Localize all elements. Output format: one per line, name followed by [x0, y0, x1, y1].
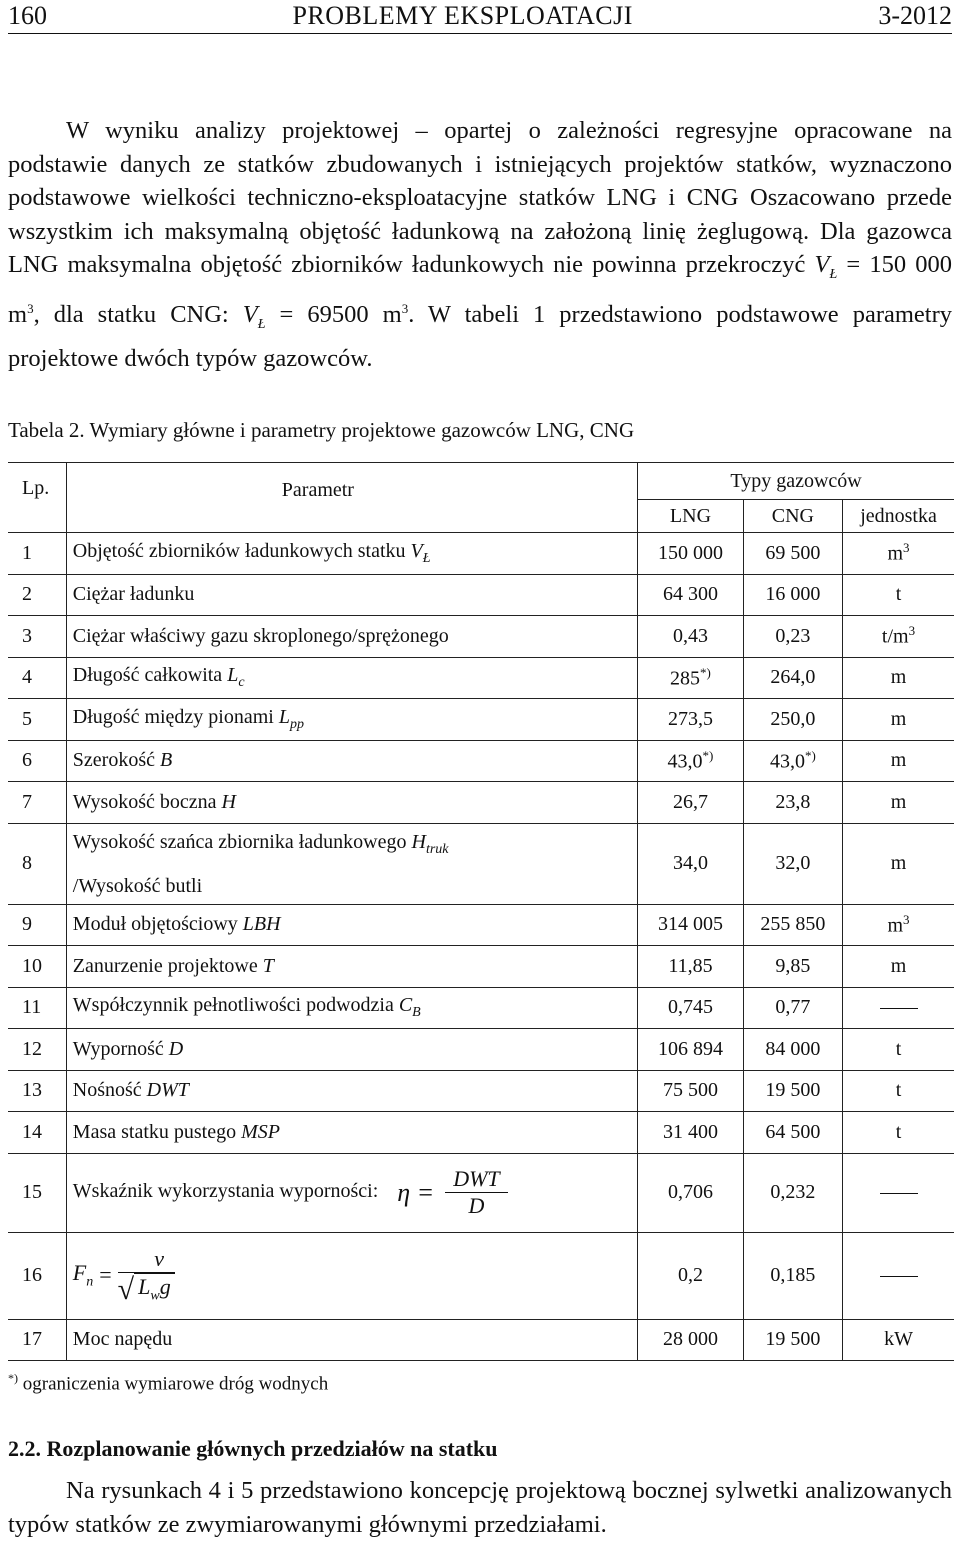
- row-param-symbol: L: [227, 664, 239, 687]
- row-param-symbol: L: [278, 705, 290, 728]
- row-parameter: [66, 740, 637, 782]
- table-row: [8, 1153, 954, 1232]
- row-cng: 0,232: [743, 1153, 842, 1232]
- frac-denominator: D: [468, 1193, 485, 1218]
- row-unit-value: m: [890, 707, 907, 730]
- row-unit: [843, 782, 954, 824]
- row-lng: [638, 904, 744, 946]
- row-unit: [843, 904, 954, 946]
- den-l: L: [138, 1274, 151, 1300]
- den-w: w: [150, 1288, 160, 1304]
- row-lng-value: 285: [670, 667, 701, 690]
- row-parameter: [66, 699, 637, 741]
- journal-title: PROBLEMY EKSPLOATACJI: [292, 1, 633, 30]
- row-lp: 2: [8, 574, 66, 616]
- section-heading: 2.2. Rozplanowanie głównych przedziałów na statku: [8, 1436, 498, 1461]
- frac-numerator: DWT: [445, 1166, 507, 1193]
- var-v-lng: V: [814, 251, 830, 279]
- row-cng-value: 250,0: [770, 707, 816, 730]
- issue-number: 3-2012: [878, 1, 952, 30]
- row-lng-value: 273,5: [667, 707, 713, 730]
- row-cng: [743, 904, 842, 946]
- row-unit-value: m: [887, 543, 904, 566]
- row-lp: 5: [8, 699, 66, 741]
- dash-icon: [880, 1276, 918, 1277]
- row-lp: 11: [8, 987, 66, 1029]
- table-row: [8, 946, 954, 988]
- row-unit-value: t/m: [881, 626, 909, 649]
- row-param-symbol: D: [168, 1037, 184, 1060]
- row-unit-value: t: [895, 1037, 902, 1060]
- row-cng-value: 23,8: [775, 790, 811, 813]
- row-unit-sup: 3: [903, 540, 910, 556]
- table-row: [8, 657, 954, 699]
- row-parameter: [66, 1029, 637, 1071]
- row-unit: [843, 616, 954, 658]
- header-cng: CNG: [743, 500, 842, 533]
- dash-icon: [880, 1008, 918, 1009]
- row-lp: 12: [8, 1029, 66, 1071]
- intro-text-5: . W tabeli 1 przedstawiono podstawowe parametry projektowe dwóch typów gazowców.: [8, 301, 952, 372]
- sqrt-symbol: [118, 1272, 175, 1304]
- table-row: [8, 1319, 954, 1361]
- header-parameter: Parametr: [66, 463, 637, 533]
- closing-paragraph: Na rysunkach 4 i 5 przedstawiono koncepcję projektową bocznej sylwetki analizowanych typów statków ze zwymiarowanymi głównymi przedziałami.: [8, 1477, 952, 1538]
- table-row: [8, 987, 954, 1029]
- var-v-cng: V: [242, 301, 258, 329]
- row-unit: m: [843, 823, 954, 904]
- row-lp: 1: [8, 533, 66, 575]
- table-row: [8, 904, 954, 946]
- row-param-symbol: H: [221, 790, 236, 813]
- row-lp: 17: [8, 1319, 66, 1361]
- row-param-text: Nośność: [72, 1079, 147, 1102]
- row-lng-value: 26,7: [672, 790, 708, 813]
- froude-formula: [73, 1246, 175, 1304]
- row-param-text: Długość całkowita: [72, 664, 228, 687]
- row-parameter: [66, 823, 637, 904]
- row-lp: 9: [8, 904, 66, 946]
- row-unit: [843, 987, 954, 1029]
- row-unit: [843, 1029, 954, 1071]
- row-lp: 10: [8, 946, 66, 988]
- row-param-text: Zanurzenie projektowe: [72, 954, 263, 977]
- row-unit-value: m: [890, 666, 907, 689]
- row-lp: 13: [8, 1070, 66, 1112]
- row-lng: [638, 574, 744, 616]
- table-row: [8, 823, 954, 904]
- table-row: [8, 740, 954, 782]
- page-number: 160: [8, 1, 47, 30]
- row-param-text: Długość między pionami: [72, 705, 279, 728]
- row-unit: [843, 1153, 954, 1232]
- den-g: g: [159, 1274, 171, 1300]
- table-row: [8, 1112, 954, 1154]
- header-lng: LNG: [638, 500, 744, 533]
- fn-equals: =: [99, 1262, 112, 1288]
- row-cng-value: 264,0: [770, 666, 816, 689]
- row-parameter: [66, 1232, 637, 1319]
- fn-lhs: [73, 1260, 93, 1290]
- row-cng: [743, 1029, 842, 1071]
- row-lng-sup: *): [700, 664, 711, 680]
- row-cng: [743, 657, 842, 699]
- intro-sup-2: 3: [401, 300, 409, 316]
- row-cng: [743, 1070, 842, 1112]
- table-row: [8, 1070, 954, 1112]
- row-unit-value: t: [895, 583, 902, 606]
- row-lng-value: 43,0: [667, 750, 703, 773]
- intro-text-1: W wyniku analizy projektowej – opartej o zależności regresyjne opracowane na podstawie danych ze statków zbudowanych i istniejących projektów statków, wyznaczono podstawowe wielkości techniczno-eksploatacyjne statków LNG i CNG Oszacowano przede wszystkim ich maksymalną objętość ładunkową na założoną linię żeglugową. Dla gazowca LNG maksymalna objętość zbiorników ładunkowych nie powinna przekroczyć: [8, 117, 952, 279]
- row-param-text: Szerokość: [72, 749, 160, 772]
- row-lng: [638, 1112, 744, 1154]
- row-cng-value: 0,77: [775, 996, 811, 1019]
- row-param-subscript: c: [238, 675, 245, 691]
- row-lng: 28 000: [638, 1319, 744, 1361]
- intro-text-3: , dla statku CNG:: [33, 301, 243, 329]
- row-lng-value: 0,745: [667, 996, 713, 1019]
- table-caption: Tabela 2. Wymiary główne i parametry projektowe gazowców LNG, CNG: [8, 418, 635, 442]
- row-lng: 34,0: [638, 823, 744, 904]
- footnote-text: ograniczenia wymiarowe dróg wodnych: [18, 1373, 329, 1395]
- row-param-symbol: B: [159, 749, 173, 772]
- row-param-symbol: MSP: [241, 1120, 280, 1143]
- row-unit-value: m: [890, 954, 907, 977]
- row-lng: [638, 657, 744, 699]
- row-param-subscript: Ł: [422, 550, 431, 566]
- fn-sub: n: [86, 1274, 94, 1290]
- row-unit: [843, 740, 954, 782]
- row-parameter: [66, 946, 637, 988]
- row-parameter: [66, 616, 637, 658]
- row-cng: [743, 699, 842, 741]
- row-param-subscript: B: [412, 1005, 421, 1021]
- row-lng-value: 31 400: [662, 1120, 718, 1143]
- intro-text-4: = 69500 m: [265, 301, 402, 329]
- table-row: [8, 616, 954, 658]
- row8-line2: /Wysokość butli: [72, 874, 203, 897]
- row-lp: 16: [8, 1232, 66, 1319]
- row-cng: [743, 782, 842, 824]
- row-unit-sup: 3: [908, 623, 916, 639]
- row-lng: [638, 987, 744, 1029]
- intro-text-2: = 150 000 m: [8, 251, 952, 329]
- row-lng-value: 150 000: [657, 541, 723, 564]
- row-param-symbol: T: [262, 954, 274, 977]
- row-lng-value: 11,85: [668, 954, 713, 977]
- row-parameter: [66, 657, 637, 699]
- row-param-text: Ciężar właściwy gazu skroplonego/sprężonego: [72, 624, 449, 647]
- row-parameter: [66, 1153, 637, 1232]
- header-lp: Lp.: [8, 463, 66, 533]
- row-parameter: [66, 904, 637, 946]
- row-cng: 32,0: [743, 823, 842, 904]
- fn-symbol: F: [72, 1260, 87, 1286]
- radical-icon: √: [117, 1272, 135, 1306]
- table-row: [8, 574, 954, 616]
- row-param-subscript: pp: [289, 716, 304, 732]
- table-footnote: [8, 1371, 328, 1395]
- row-unit: [843, 946, 954, 988]
- row-parameter: Moc napędu: [66, 1319, 637, 1361]
- froude-denominator: [134, 1273, 175, 1304]
- row-lng: 0,2: [638, 1232, 744, 1319]
- row-param-text: Masa statku pustego: [72, 1120, 242, 1143]
- row-lng-value: 64 300: [662, 583, 718, 606]
- row-param-text: Wysokość boczna: [72, 790, 222, 813]
- row-parameter: [66, 1070, 637, 1112]
- row-cng: [743, 946, 842, 988]
- row-lng: 0,706: [638, 1153, 744, 1232]
- row-parameter: [66, 1112, 637, 1154]
- row-parameter: [66, 987, 637, 1029]
- eta-symbol: η =: [397, 1177, 435, 1207]
- row-param-symbol: DWT: [146, 1079, 189, 1102]
- row-cng: 19 500: [743, 1319, 842, 1361]
- table-row: [8, 1029, 954, 1071]
- row-lp: 7: [8, 782, 66, 824]
- row8-line1: [73, 824, 631, 868]
- froude-fraction: [118, 1246, 175, 1304]
- row-cng: [743, 574, 842, 616]
- page-header: [8, 0, 952, 34]
- row-cng-sup: *): [804, 747, 816, 763]
- row-unit: [843, 574, 954, 616]
- row-lng-value: 75 500: [662, 1079, 718, 1102]
- header-types: Typy gazowców: [638, 463, 954, 500]
- row-lng: [638, 782, 744, 824]
- row-unit-value: m: [890, 749, 907, 772]
- row-unit-value: m: [890, 790, 907, 813]
- footnote-mark: *): [8, 1371, 18, 1385]
- row-parameter: [66, 533, 637, 575]
- row8-text: Wysokość szańca zbiornika ładunkowego: [72, 830, 412, 853]
- row-lng: [638, 616, 744, 658]
- row-param-text: Współczynnik pełnotliwości podwodzia: [72, 994, 399, 1017]
- row-unit: [843, 1070, 954, 1112]
- dwt-over-d-fraction: [445, 1166, 507, 1219]
- var-v-lng-sub: Ł: [829, 267, 838, 283]
- row-unit: [843, 1112, 954, 1154]
- row15-text: Wskaźnik wykorzystania wyporności:: [72, 1180, 379, 1203]
- row-cng-value: 69 500: [765, 541, 821, 564]
- row-param-symbol: LBH: [242, 913, 281, 936]
- row-lng: [638, 946, 744, 988]
- parameters-table: [8, 462, 954, 1361]
- row-cng-value: 16 000: [765, 583, 821, 606]
- row-unit-sup: 3: [903, 911, 910, 927]
- table-row: [8, 1232, 954, 1319]
- row-lng: [638, 533, 744, 575]
- row-cng-value: 19 500: [765, 1079, 821, 1102]
- row-unit: [843, 1232, 954, 1319]
- row-param-text: Ciężar ładunku: [72, 583, 195, 606]
- var-v-cng-sub: Ł: [257, 316, 266, 332]
- row-cng-value: 0,23: [775, 624, 811, 647]
- row-lng: [638, 1070, 744, 1112]
- row-unit-value: t: [895, 1079, 902, 1102]
- row8-sym: H: [411, 830, 426, 853]
- row-unit: [843, 657, 954, 699]
- row-unit-value: m: [887, 914, 904, 937]
- row-cng-value: 64 500: [765, 1120, 821, 1143]
- row-cng: [743, 533, 842, 575]
- row-lp: 8: [8, 823, 66, 904]
- dash-icon: [880, 1193, 918, 1194]
- row-param-text: Moduł objętościowy: [72, 913, 243, 936]
- intro-paragraph: [8, 114, 952, 375]
- intro-sup-1: 3: [27, 300, 34, 316]
- row-cng-value: 43,0: [769, 750, 805, 773]
- row-lng-value: 106 894: [657, 1037, 723, 1060]
- row-cng: [743, 1112, 842, 1154]
- row-cng: [743, 740, 842, 782]
- row-param-text: Objętość zbiorników ładunkowych statku: [72, 539, 411, 562]
- row-lp: 6: [8, 740, 66, 782]
- row-cng: [743, 987, 842, 1029]
- row-cng-value: 84 000: [765, 1037, 821, 1060]
- row-lp: 14: [8, 1112, 66, 1154]
- table-row: [8, 533, 954, 575]
- row-lng-sup: *): [702, 747, 714, 763]
- row-unit: kW: [843, 1319, 954, 1361]
- row8-sub: truk: [425, 841, 449, 857]
- row-unit: [843, 533, 954, 575]
- row-param-symbol: C: [398, 994, 413, 1017]
- row-param-symbol: V: [410, 539, 423, 562]
- table-row: [8, 699, 954, 741]
- table-row: [8, 782, 954, 824]
- row-param-text: Wyporność: [72, 1037, 169, 1060]
- row-lng: [638, 699, 744, 741]
- row-lng-value: 0,43: [672, 624, 708, 647]
- row-lp: 3: [8, 616, 66, 658]
- row-cng: 0,185: [743, 1232, 842, 1319]
- row-lng: [638, 1029, 744, 1071]
- row-parameter: [66, 574, 637, 616]
- row-unit-value: t: [895, 1120, 902, 1143]
- row-parameter: [66, 782, 637, 824]
- row-lp: 15: [8, 1153, 66, 1232]
- header-unit: jednostka: [843, 500, 954, 533]
- row-lng-value: 314 005: [657, 913, 723, 936]
- row-lng: [638, 740, 744, 782]
- froude-numerator: ν: [154, 1246, 165, 1272]
- row-cng-value: 255 850: [760, 913, 826, 936]
- row-cng-value: 9,85: [775, 954, 811, 977]
- row-lp: 4: [8, 657, 66, 699]
- row-unit: [843, 699, 954, 741]
- row-cng: [743, 616, 842, 658]
- table-header-row-1: [8, 463, 954, 500]
